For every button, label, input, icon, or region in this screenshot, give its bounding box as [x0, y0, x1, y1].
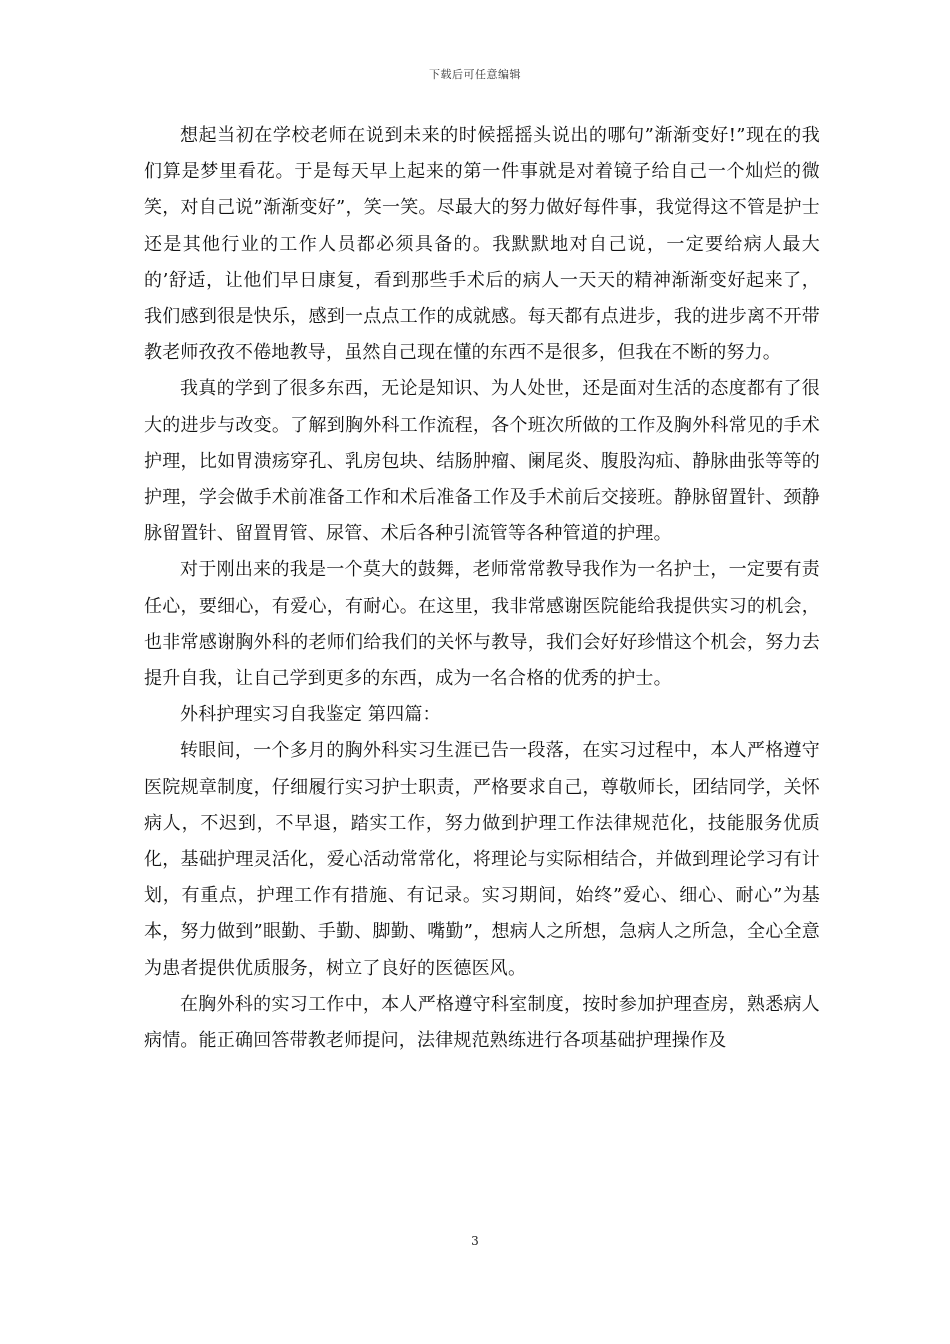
- paragraph: 对于刚出来的我是一个莫大的鼓舞，老师常常教导我作为一名护士，一定要有责任心，要细心，有爱心，有耐心。在这里，我非常感谢医院能给我提供实习的机会，也非常感谢胸外科的老师们给我们的关怀与教导，我们会好好珍惜这个机会，努力去提升自我，让自己学到更多的东西，成为一名合格的优秀的护士。: [144, 559, 820, 690]
- paragraph: 转眼间，一个多月的胸外科实习生涯已告一段落，在实习过程中，本人严格遵守医院规章制度，仔细履行实习护士职责，严格要求自己，尊敬师长，团结同学，关怀病人，不迟到，不早退，踏实工作，努力做到护理工作法律规范化，技能服务优质化，基础护理灵活化，爱心活动常常化，将理论与实际相结合，并做到理论学习有计划，有重点，护理工作有措施、有记录。实习期间，始终”爱心、细心、耐心”为基本，努力做到”眼勤、手勤、脚勤、嘴勤”，想病人之所想，急病人之所急，全心全意为患者提供优质服务，树立了良好的医德医风。: [144, 740, 820, 979]
- section-heading: 外科护理实习自我鉴定 第四篇：: [180, 704, 441, 726]
- paragraph: 我真的学到了很多东西，无论是知识、为人处世，还是面对生活的态度都有了很大的进步与改变。了解到胸外科工作流程，各个班次所做的工作及胸外科常见的手术护理，比如胃溃疡穿孔、乳房包块、结肠肿瘤、阑尾炎、腹股沟疝、静脉曲张等等的护理，学会做手术前准备工作和术后准备工作及手术前后交接班。静脉留置针、颈静脉留置针、留置胃管、尿管、术后各种引流管等各种管道的护理。: [144, 378, 820, 545]
- page-header: 下载后可任意编辑: [429, 68, 521, 81]
- paragraph: 在胸外科的实习工作中，本人严格遵守科室制度，按时参加护理查房，熟悉病人病情。能正确回答带教老师提问，法律规范熟练进行各项基础护理操作及: [144, 993, 820, 1052]
- paragraph: 想起当初在学校老师在说到未来的时候摇摇头说出的哪句”渐渐变好!”现在的我们算是梦里看花。于是每天早上起来的第一件事就是对着镜子给自己一个灿烂的微笑，对自己说”渐渐变好”，笑一笑。尽最大的努力做好每件事，我觉得这不管是护士还是其他行业的工作人员都必须具备的。我默默地对自己说，一定要给病人最大的’舒适，让他们早日康复，看到那些手术后的病人一天天的精神渐渐变好起来了，我们感到很是快乐，感到一点点工作的成就感。每天都有点进步，我的进步离不开带教老师孜孜不倦地教导，虽然自己现在懂的东西不是很多，但我在不断的努力。: [144, 125, 820, 364]
- page-number: 3: [471, 1234, 479, 1248]
- document-body: [144, 118, 820, 1059]
